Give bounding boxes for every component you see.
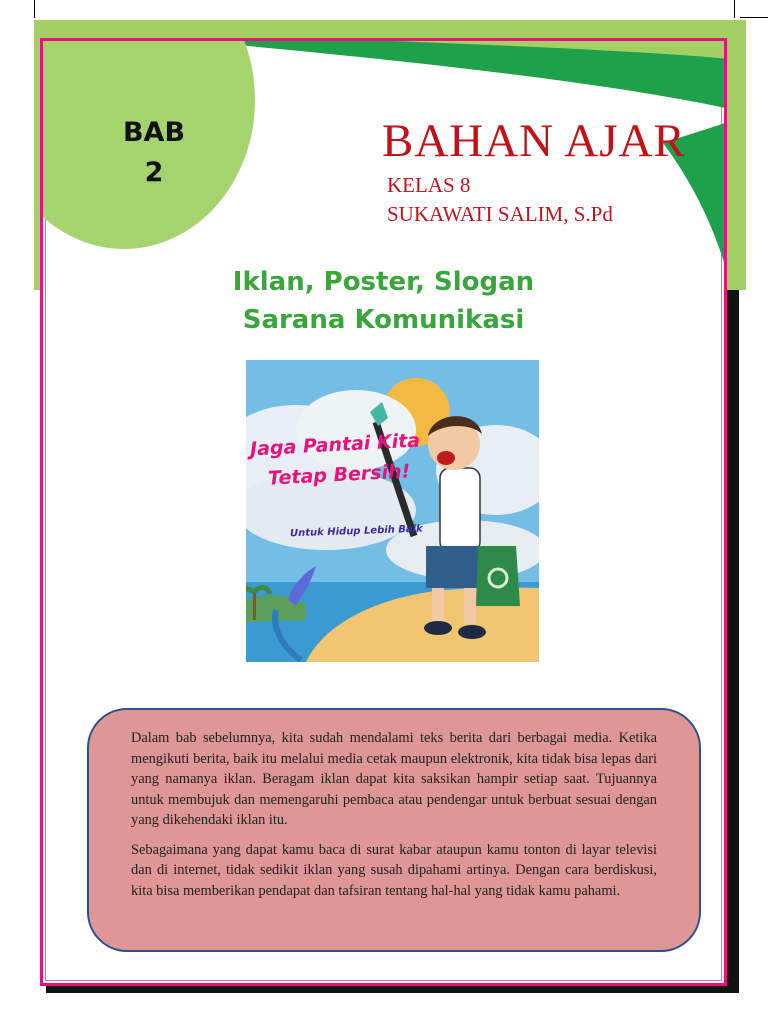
class-label: KELAS 8 xyxy=(387,173,471,197)
poster-tagline: Untuk Hidup Lebih Baik xyxy=(289,523,423,540)
poster-illustration xyxy=(246,360,539,662)
heading-line-1: Iklan, Poster, Slogan xyxy=(232,267,535,297)
crop-mark-left xyxy=(34,0,35,18)
heading-line-2: Sarana Komunikasi xyxy=(242,305,525,335)
class-and-author xyxy=(387,171,613,229)
bab-label: BAB xyxy=(122,117,186,148)
poster-headline-2: Tetap Bersih! xyxy=(267,460,411,490)
bab-number: 2 xyxy=(144,157,164,188)
beach-cleanup-poster xyxy=(246,360,539,662)
crop-mark-right xyxy=(734,0,735,18)
intro-paragraph-1: Dalam bab sebelumnya, kita sudah mendalami teks berita dari berbagai media. Ketika mengikuti berita, baik itu melalui media cetak maupun elektronik, kita tidak bisa lepas dari yang namanya iklan. Beragam iklan dapat kita saksikan hampir setiap saat. Tujuannya untuk membujuk dan memengaruhi pembaca atau pendengar untuk berbuat sesuai dengan yang dikehendaki iklan itu. xyxy=(131,730,657,828)
intro-text-box xyxy=(87,708,701,952)
cover-page xyxy=(40,38,727,986)
author-name: SUKAWATI SALIM, S.Pd xyxy=(387,202,613,226)
crop-mark-top xyxy=(740,17,768,18)
document-title: BAHAN AJAR xyxy=(382,115,686,167)
chapter-badge xyxy=(99,113,209,193)
poster-headline-1: Jaga Pantai Kita xyxy=(249,429,421,461)
chapter-heading xyxy=(43,263,724,339)
intro-paragraph-2: Sebagaimana yang dapat kamu baca di surat kabar ataupun kamu tonton di layar televisi dan di internet, tidak sedikit iklan yang susah dipahami artinya. Dengan cara berdiskusi, kita bisa memberikan pendapat dan tafsiran tentang hal-hal yang tidak kamu pahami. xyxy=(131,841,657,899)
intro-text-content xyxy=(131,728,657,936)
